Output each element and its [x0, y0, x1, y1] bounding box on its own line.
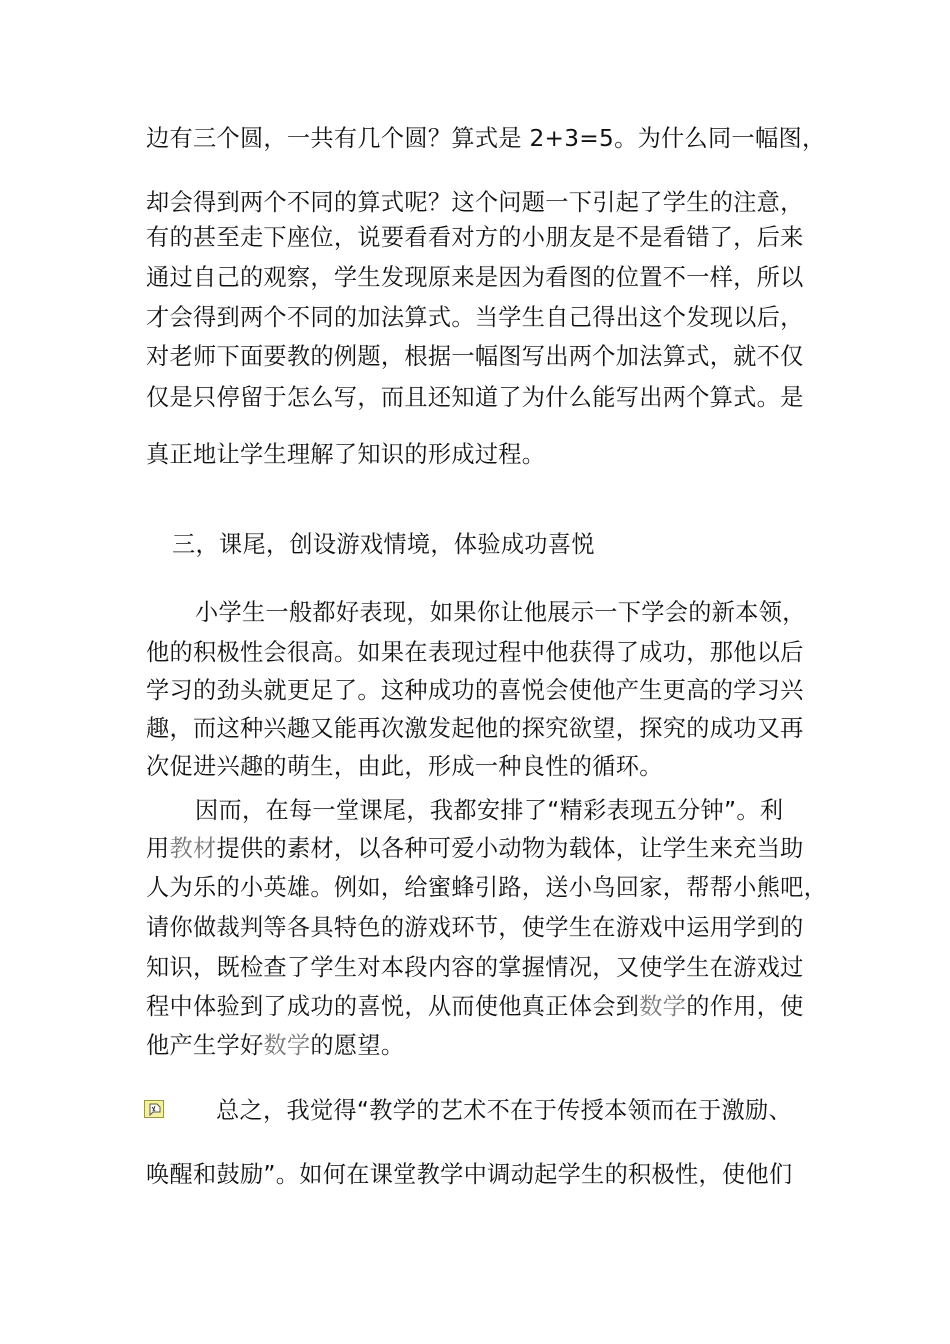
comment-icon[interactable]: [144, 1100, 164, 1118]
text-line: 仅是只停留于怎么写，而且还知道了为什么能写出两个算式。是: [146, 384, 804, 411]
text-line: 却会得到两个不同的算式呢？这个问题一下引起了学生的注意，: [146, 189, 804, 216]
text-line: 小学生一般都好表现，如果你让他展示一下学会的新本领，: [195, 599, 806, 626]
text-line: 通过自己的观察，学生发现原来是因为看图的位置不一样，所以: [146, 264, 804, 291]
section-heading: 三，课尾，创设游戏情境，体验成功喜悦: [172, 531, 595, 558]
link-math[interactable]: 数学: [263, 1032, 311, 1059]
text-span: 他产生学好: [146, 1032, 264, 1059]
text-line: 请你做裁判等各具特色的游戏环节，使学生在游戏中运用学到的: [146, 914, 804, 941]
text-line: 总之，我觉得“教学的艺术不在于传授本领而在于激励、: [216, 1097, 793, 1124]
link-math[interactable]: 数学: [639, 993, 687, 1020]
text-line: 真正地让学生理解了知识的形成过程。: [146, 441, 546, 468]
text-line: 才会得到两个不同的加法算式。当学生自己得出这个发现以后，: [146, 304, 804, 331]
text-line: [146, 1029, 816, 1063]
text-line: 次促进兴趣的萌生，由此，形成一种良性的循环。: [146, 753, 663, 780]
text-line: [146, 990, 816, 1024]
text-line: 因而，在每一堂课尾，我都安排了“精彩表现五分钟”。利: [195, 797, 784, 824]
text-span: 提供的素材，以各种可爱小动物为载体，让学生来充当助: [216, 835, 804, 862]
text-line: [146, 832, 816, 866]
text-line: 趣，而这种兴趣又能再次激发起他的探究欲望，探究的成功又再: [146, 715, 804, 742]
text-span: 程中体验到了成功的喜悦，从而使他真正体会到: [146, 993, 640, 1020]
text-line: 他的积极性会很高。如果在表现过程中他获得了成功，那他以后: [146, 639, 804, 666]
text-line: 人为乐的小英雄。例如，给蜜蜂引路，送小鸟回家，帮帮小熊吧，: [146, 874, 828, 901]
link-textbook[interactable]: 教材: [169, 835, 217, 862]
text-line: 有的甚至走下座位，说要看看对方的小朋友是不是看错了，后来: [146, 224, 804, 251]
text-line: 对老师下面要教的例题，根据一幅图写出两个加法算式，就不仅: [146, 343, 804, 370]
text-span: 的作用，使: [686, 993, 804, 1020]
text-line: 边有三个圆，一共有几个圆？算式是 2+3=5。为什么同一幅图，: [146, 125, 826, 152]
text-span: 用: [146, 835, 170, 862]
text-line: 学习的劲头就更足了。这种成功的喜悦会使他产生更高的学习兴: [146, 677, 804, 704]
text-line: 唤醒和鼓励”。如何在课堂教学中调动起学生的积极性，使他们: [146, 1161, 793, 1188]
text-span: 的愿望。: [310, 1032, 405, 1059]
text-line: 知识，既检查了学生对本段内容的掌握情况，又使学生在游戏过: [146, 954, 804, 981]
